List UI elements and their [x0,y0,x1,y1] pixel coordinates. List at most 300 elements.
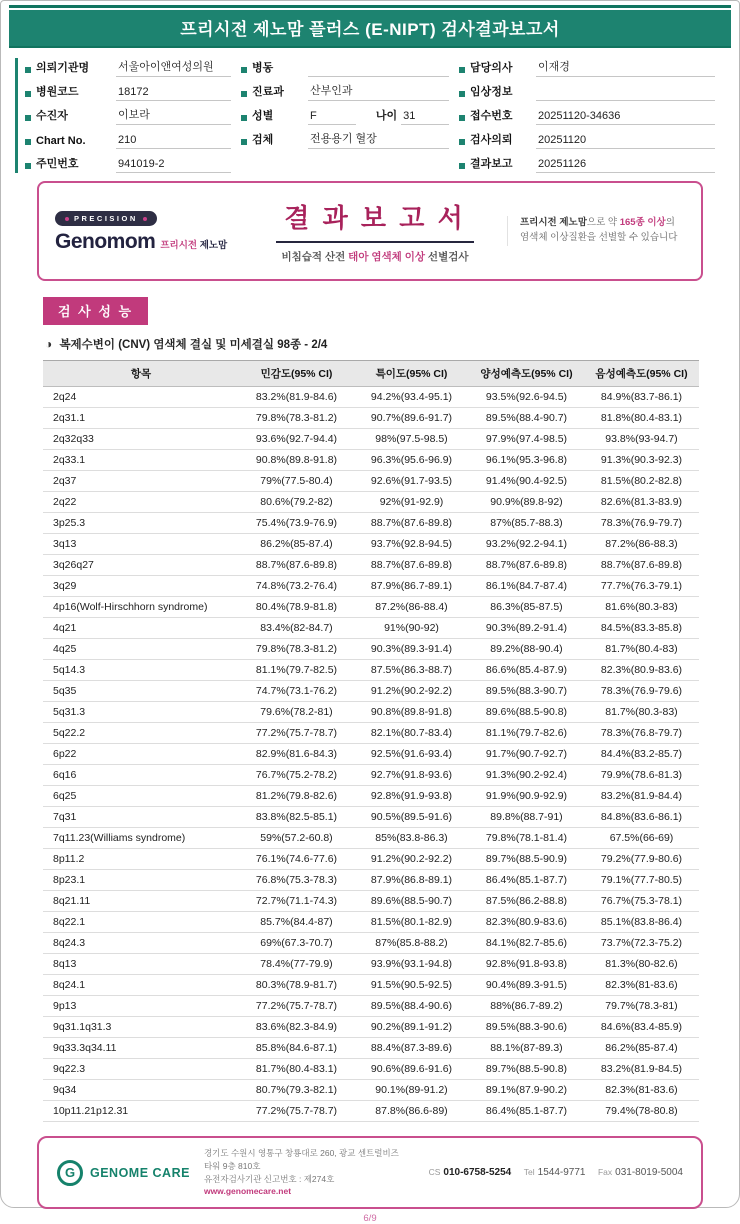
row-value: 84.4%(83.2-85.7) [584,744,699,765]
row-value: 91.2%(90.2-92.2) [354,849,469,870]
genomecare-logo-icon [57,1160,83,1186]
row-value: 96.3%(95.6-96.9) [354,450,469,471]
row-value: 85.8%(84.6-87.1) [239,1038,354,1059]
row-value: 76.8%(75.3-78.3) [239,870,354,891]
row-value: 75.4%(73.9-76.9) [239,513,354,534]
table-row [43,618,699,639]
subtitle-prefix: 비침습적 산전 [281,251,349,263]
row-item-name: 8q24.3 [43,933,239,954]
row-item-name: 8p11.2 [43,849,239,870]
table-row [43,891,699,912]
info-field-label: 결과보고 [470,158,513,170]
performance-table-body [43,387,699,1122]
row-value: 79.6%(78.2-81) [239,702,354,723]
info-column [459,58,725,173]
performance-table [43,360,699,1122]
row-value: 88.7%(87.6-89.8) [239,555,354,576]
bullet-square-icon [241,139,247,145]
report-banner-subtitle [243,249,507,264]
row-value: 78.4%(77-79.9) [239,954,354,975]
row-value: 78.3%(76.9-79.7) [584,513,699,534]
row-value: 85%(83.8-86.3) [354,828,469,849]
info-field-row [459,82,725,101]
row-value: 90.2%(89.1-91.2) [354,1017,469,1038]
row-value: 81.2%(79.8-82.6) [239,786,354,807]
row-value: 94.2%(93.4-95.1) [354,387,469,408]
row-value: 91.2%(90.2-92.2) [354,681,469,702]
row-item-name: 9p13 [43,996,239,1017]
info-field-row [25,130,241,149]
table-row [43,471,699,492]
row-value: 83.4%(82-84.7) [239,618,354,639]
bullet-square-icon [25,91,31,97]
row-value: 87.2%(86-88.3) [584,534,699,555]
row-value: 84.8%(83.6-86.1) [584,807,699,828]
row-value: 90.3%(89.2-91.4) [469,618,584,639]
row-value: 87.9%(86.8-89.1) [354,870,469,891]
info-field-row [241,82,459,101]
info-field-value: 20251120-34636 [536,110,715,125]
row-value: 90.8%(89.8-91.8) [354,702,469,723]
table-row [43,744,699,765]
info-field-row [25,154,241,173]
info-field-row [25,106,241,125]
banner-side-note [507,216,685,245]
table-caption-text: 복제수변이 (CNV) 염색체 결실 및 미세결실 98종 - 2/4 [59,339,328,351]
row-value: 84.5%(83.3-85.8) [584,618,699,639]
row-value: 87.9%(86.7-89.1) [354,576,469,597]
section-row [43,297,739,325]
row-value: 82.3%(81-83.6) [584,1080,699,1101]
row-value: 89.8%(88.7-91) [469,807,584,828]
brand-name: Genomom [55,230,156,254]
info-field-label: 담당의사 [470,62,513,74]
row-value: 83.8%(82.5-85.1) [239,807,354,828]
row-value: 79.8%(78.3-81.2) [239,639,354,660]
row-value: 88%(86.7-89.2) [469,996,584,1017]
table-header-row [43,361,699,387]
brand-kr-precision: 프리시전 [160,240,198,252]
row-value: 92.8%(91.8-93.8) [469,954,584,975]
bullet-square-icon [25,67,31,73]
row-value: 92.8%(91.9-93.8) [354,786,469,807]
info-field-value [536,86,715,101]
row-value: 81.5%(80.1-82.9) [354,912,469,933]
row-value: 86.2%(85-87.4) [584,1038,699,1059]
row-value: 87.5%(86.3-88.7) [354,660,469,681]
row-value: 89.5%(88.3-90.6) [469,1017,584,1038]
info-field-value: 941019-2 [116,158,231,173]
row-value: 89.7%(88.5-90.8) [469,1059,584,1080]
report-title-bar [9,5,731,48]
row-value: 87.5%(86.2-88.8) [469,891,584,912]
row-item-name: 2q32q33 [43,429,239,450]
row-value: 85.7%(84.4-87) [239,912,354,933]
table-row [43,786,699,807]
contact-label-fax: Fax [597,1167,613,1177]
info-field-value: F [308,110,356,125]
badge-dot-icon [143,217,147,221]
row-value: 91.7%(90.7-92.7) [469,744,584,765]
contact-label-cs: CS [428,1167,441,1177]
row-item-name: 2q33.1 [43,450,239,471]
table-row [43,807,699,828]
row-value: 83.6%(82.3-84.9) [239,1017,354,1038]
table-row [43,576,699,597]
row-value: 79.2%(77.9-80.6) [584,849,699,870]
row-value: 86.4%(85.1-87.7) [469,870,584,891]
row-value: 79%(77.5-80.4) [239,471,354,492]
info-field-row [459,58,725,77]
table-row [43,639,699,660]
row-value: 93.7%(92.8-94.5) [354,534,469,555]
col-header-specificity: 특이도(95% CI) [354,361,469,387]
table-row [43,996,699,1017]
info-field-row [459,154,725,173]
row-value: 86.6%(85.4-87.9) [469,660,584,681]
footer-contacts [419,1167,683,1178]
row-value: 76.1%(74.6-77.6) [239,849,354,870]
table-row [43,723,699,744]
row-item-name: 4q21 [43,618,239,639]
genomecare-logo-text: GENOME CARE [90,1165,190,1180]
section-test-performance-label: 검 사 성 능 [43,297,148,325]
info-field-label: 수진자 [36,110,68,122]
info-field-label: 접수번호 [470,110,513,122]
col-header-sensitivity: 민감도(95% CI) [239,361,354,387]
row-value: 79.9%(78.6-81.3) [584,765,699,786]
row-value: 88.7%(87.6-89.8) [354,555,469,576]
row-value: 90.4%(89.3-91.5) [469,975,584,996]
row-value: 85.1%(83.8-86.4) [584,912,699,933]
note-brand: 프리시전 제노맘 [520,217,587,229]
row-value: 88.7%(87.6-89.8) [469,555,584,576]
table-row [43,1017,699,1038]
bullet-square-icon [241,67,247,73]
row-item-name: 7q11.23(Williams syndrome) [43,828,239,849]
row-value: 91.9%(90.9-92.9) [469,786,584,807]
row-value: 89.1%(87.9-90.2) [469,1080,584,1101]
row-value: 79.8%(78.1-81.4) [469,828,584,849]
row-value: 89.5%(88.4-90.7) [469,408,584,429]
info-field-label: 임상정보 [470,86,513,98]
table-row [43,513,699,534]
info-field-label: 의뢰기관명 [36,62,90,74]
subtitle-suffix: 선별검사 [425,251,469,263]
table-row [43,429,699,450]
row-value: 79.1%(77.7-80.5) [584,870,699,891]
note-mid: 으로 약 [586,217,620,229]
row-value: 90.8%(89.8-91.8) [239,450,354,471]
table-row [43,534,699,555]
table-row [43,1059,699,1080]
row-value: 80.6%(79.2-82) [239,492,354,513]
genomecare-logo [57,1160,190,1186]
row-value: 84.1%(82.7-85.6) [469,933,584,954]
row-value: 93.6%(92.7-94.4) [239,429,354,450]
row-value: 82.1%(80.7-83.4) [354,723,469,744]
info-column [241,58,459,173]
row-item-name: 6q16 [43,765,239,786]
contact-value-cs: 010-6758-5254 [443,1167,512,1178]
row-item-name: 8q13 [43,954,239,975]
row-value: 88.1%(87-89.3) [469,1038,584,1059]
row-value: 91.4%(90.4-92.5) [469,471,584,492]
contact-label-tel: Tel [523,1167,535,1177]
info-field-row [241,58,459,77]
row-value: 82.3%(80.9-83.6) [584,660,699,681]
badge-dot-icon [65,217,69,221]
row-value: 83.2%(81.9-84.6) [239,387,354,408]
info-field-label: 병원코드 [36,86,79,98]
row-value: 78.3%(76.9-79.6) [584,681,699,702]
table-row [43,492,699,513]
row-value: 90.7%(89.6-91.7) [354,408,469,429]
row-item-name: 4q25 [43,639,239,660]
row-value: 81.1%(79.7-82.5) [239,660,354,681]
info-field-row [459,130,725,149]
row-value: 79.8%(78.3-81.2) [239,408,354,429]
row-item-name: 3q29 [43,576,239,597]
row-item-name: 2q37 [43,471,239,492]
brand-row [55,230,243,254]
row-value: 91.3%(90.2-92.4) [469,765,584,786]
col-header-item: 항목 [43,361,239,387]
info-field-label: 성별 [252,110,274,122]
row-item-name: 6q25 [43,786,239,807]
row-item-name: 2q31.1 [43,408,239,429]
footer-license: 유전자검사기관 신고번호 : 제274호 [203,1173,335,1184]
bullet-square-icon [241,115,247,121]
row-value: 81.6%(80.3-83) [584,597,699,618]
row-value: 83.2%(81.9-84.4) [584,786,699,807]
row-value: 89.7%(88.5-90.9) [469,849,584,870]
row-value: 69%(67.3-70.7) [239,933,354,954]
row-item-name: 9q33.3q34.11 [43,1038,239,1059]
info-field-value: 210 [116,134,231,149]
row-value: 84.6%(83.4-85.9) [584,1017,699,1038]
row-value: 89.5%(88.3-90.7) [469,681,584,702]
row-value: 93.5%(92.6-94.5) [469,387,584,408]
table-row [43,933,699,954]
row-item-name: 5q22.2 [43,723,239,744]
result-report-banner [37,181,703,281]
row-value: 86.1%(84.7-87.4) [469,576,584,597]
info-field-row [25,58,241,77]
row-item-name: 9q22.3 [43,1059,239,1080]
footer-address: 경기도 수원시 영통구 창룡대로 260, 광교 센트럴비즈타워 9층 810호 [203,1148,399,1171]
info-field-value: 이보라 [116,106,231,125]
bullet-square-icon [459,139,465,145]
report-banner-title: 결 과 보 고 서 [276,198,473,243]
row-value: 77.2%(75.7-78.7) [239,723,354,744]
precision-badge-label: PRECISION [74,214,138,224]
info-field-row [241,130,459,149]
row-value: 82.3%(81-83.6) [584,975,699,996]
row-value: 92.5%(91.6-93.4) [354,744,469,765]
row-value: 74.8%(73.2-76.4) [239,576,354,597]
row-value: 79.7%(78.3-81) [584,996,699,1017]
row-value: 87%(85.8-88.2) [354,933,469,954]
info-field-label: Chart No. [36,135,86,147]
footer-address-block [204,1147,405,1198]
page-number: 6/9 [363,1213,377,1224]
row-value: 77.7%(76.3-79.1) [584,576,699,597]
row-item-name: 2q24 [43,387,239,408]
footer-website: www.genomecare.net [203,1186,292,1197]
brand-name-korean [160,237,227,251]
row-value: 89.6%(88.5-90.8) [469,702,584,723]
info-field-value [308,62,449,77]
bullet-square-icon [459,115,465,121]
row-value: 86.2%(85-87.4) [239,534,354,555]
row-value: 89.6%(88.5-90.7) [354,891,469,912]
row-value: 81.7%(80.3-83) [584,702,699,723]
row-value: 81.7%(80.4-83.1) [239,1059,354,1080]
info-field-value: 서울아이앤여성의원 [116,58,231,77]
row-value: 98%(97.5-98.5) [354,429,469,450]
row-value: 82.9%(81.6-84.3) [239,744,354,765]
row-value: 91.3%(90.3-92.3) [584,450,699,471]
table-row [43,408,699,429]
info-field-value: 18172 [116,86,231,101]
table-row [43,681,699,702]
table-row [43,975,699,996]
row-item-name: 5q35 [43,681,239,702]
table-row [43,597,699,618]
row-item-name: 7q31 [43,807,239,828]
row-value: 81.3%(80-82.6) [584,954,699,975]
row-value: 92%(91-92.9) [354,492,469,513]
info-field-value: 이재경 [536,58,715,77]
row-item-name: 8q22.1 [43,912,239,933]
info-field-label: 검체 [252,134,274,146]
row-value: 81.7%(80.4-83) [584,639,699,660]
row-value: 90.3%(89.3-91.4) [354,639,469,660]
report-title: 프리시전 제노맘 플러스 (E-NIPT) 검사결과보고서 [9,10,731,48]
row-value: 92.6%(91.7-93.5) [354,471,469,492]
note-tail: 의 염색체 이상질환을 선별할 수 있습니다 [520,217,678,243]
row-value: 82.6%(81.3-83.9) [584,492,699,513]
info-field-row [459,106,725,125]
row-value: 80.7%(79.3-82.1) [239,1080,354,1101]
precision-badge [55,211,157,226]
row-value: 90.6%(89.6-91.6) [354,1059,469,1080]
row-item-name: 6p22 [43,744,239,765]
row-value: 78.3%(76.8-79.7) [584,723,699,744]
table-row [43,1080,699,1101]
info-field-row [241,106,459,125]
table-row [43,870,699,891]
row-value: 87.8%(86.6-89) [354,1101,469,1122]
info-field-value: 전용용기 혈장 [308,130,449,149]
row-value: 77.2%(75.7-78.7) [239,996,354,1017]
row-item-name: 5q14.3 [43,660,239,681]
row-value: 90.9%(89.8-92) [469,492,584,513]
row-value: 92.7%(91.8-93.6) [354,765,469,786]
row-value: 88.7%(87.6-89.8) [354,513,469,534]
info-field-label: 주민번호 [36,158,79,170]
table-row [43,1038,699,1059]
row-value: 91%(90-92) [354,618,469,639]
bullet-square-icon [241,91,247,97]
note-highlight: 165종 이상 [619,217,666,229]
row-value: 81.5%(80.2-82.8) [584,471,699,492]
half-circle-icon: ◑ [45,337,53,351]
row-item-name: 10p11.21p12.31 [43,1101,239,1122]
info-field-row [25,82,241,101]
row-value: 90.5%(89.5-91.6) [354,807,469,828]
row-value: 88.4%(87.3-89.6) [354,1038,469,1059]
table-row [43,702,699,723]
logo-letter: G [64,1165,76,1180]
table-row [43,954,699,975]
row-value: 73.7%(72.3-75.2) [584,933,699,954]
info-field-value: 산부인과 [308,82,449,101]
row-value: 93.8%(93-94.7) [584,429,699,450]
row-value: 81.1%(79.7-82.6) [469,723,584,744]
table-row [43,912,699,933]
row-value: 86.4%(85.1-87.7) [469,1101,584,1122]
row-value: 80.4%(78.9-81.8) [239,597,354,618]
bullet-square-icon [459,91,465,97]
info-field-value: 20251126 [536,158,715,173]
subtitle-highlight: 태아 염색체 이상 [348,251,426,263]
row-value: 83.2%(81.9-84.5) [584,1059,699,1080]
row-value: 87.2%(86-88.4) [354,597,469,618]
footer [37,1136,703,1209]
info-field-label: 검사의뢰 [470,134,513,146]
row-value: 74.7%(73.1-76.2) [239,681,354,702]
row-item-name: 8q24.1 [43,975,239,996]
row-item-name: 8p23.1 [43,870,239,891]
bullet-square-icon [459,67,465,73]
row-item-name: 3q13 [43,534,239,555]
row-value: 79.4%(78-80.8) [584,1101,699,1122]
row-item-name: 3q26q27 [43,555,239,576]
row-item-name: 9q34 [43,1080,239,1101]
table-row [43,1101,699,1122]
row-value: 81.8%(80.4-83.1) [584,408,699,429]
row-value: 76.7%(75.3-78.1) [584,891,699,912]
bullet-square-icon [25,139,31,145]
table-row [43,849,699,870]
table-row [43,450,699,471]
brand-kr-genomom: 제노맘 [199,240,228,252]
row-item-name: 4p16(Wolf-Hirschhorn syndrome) [43,597,239,618]
row-item-name: 5q31.3 [43,702,239,723]
table-row [43,555,699,576]
table-row [43,660,699,681]
bullet-square-icon [25,163,31,169]
row-value: 82.3%(80.9-83.6) [469,912,584,933]
row-value: 80.3%(78.9-81.7) [239,975,354,996]
row-item-name: 9q31.1q31.3 [43,1017,239,1038]
contact-value-fax: 031-8019-5004 [615,1167,683,1178]
row-value: 77.2%(75.7-78.7) [239,1101,354,1122]
table-row [43,387,699,408]
row-value: 76.7%(75.2-78.2) [239,765,354,786]
table-caption [45,336,695,352]
bullet-square-icon [459,163,465,169]
row-value: 96.1%(95.3-96.8) [469,450,584,471]
info-field-label: 병동 [252,62,274,74]
info-field-label: 진료과 [252,86,284,98]
row-value: 84.9%(83.7-86.1) [584,387,699,408]
row-value: 91.5%(90.5-92.5) [354,975,469,996]
table-row [43,828,699,849]
report-banner-title-block [243,198,507,264]
